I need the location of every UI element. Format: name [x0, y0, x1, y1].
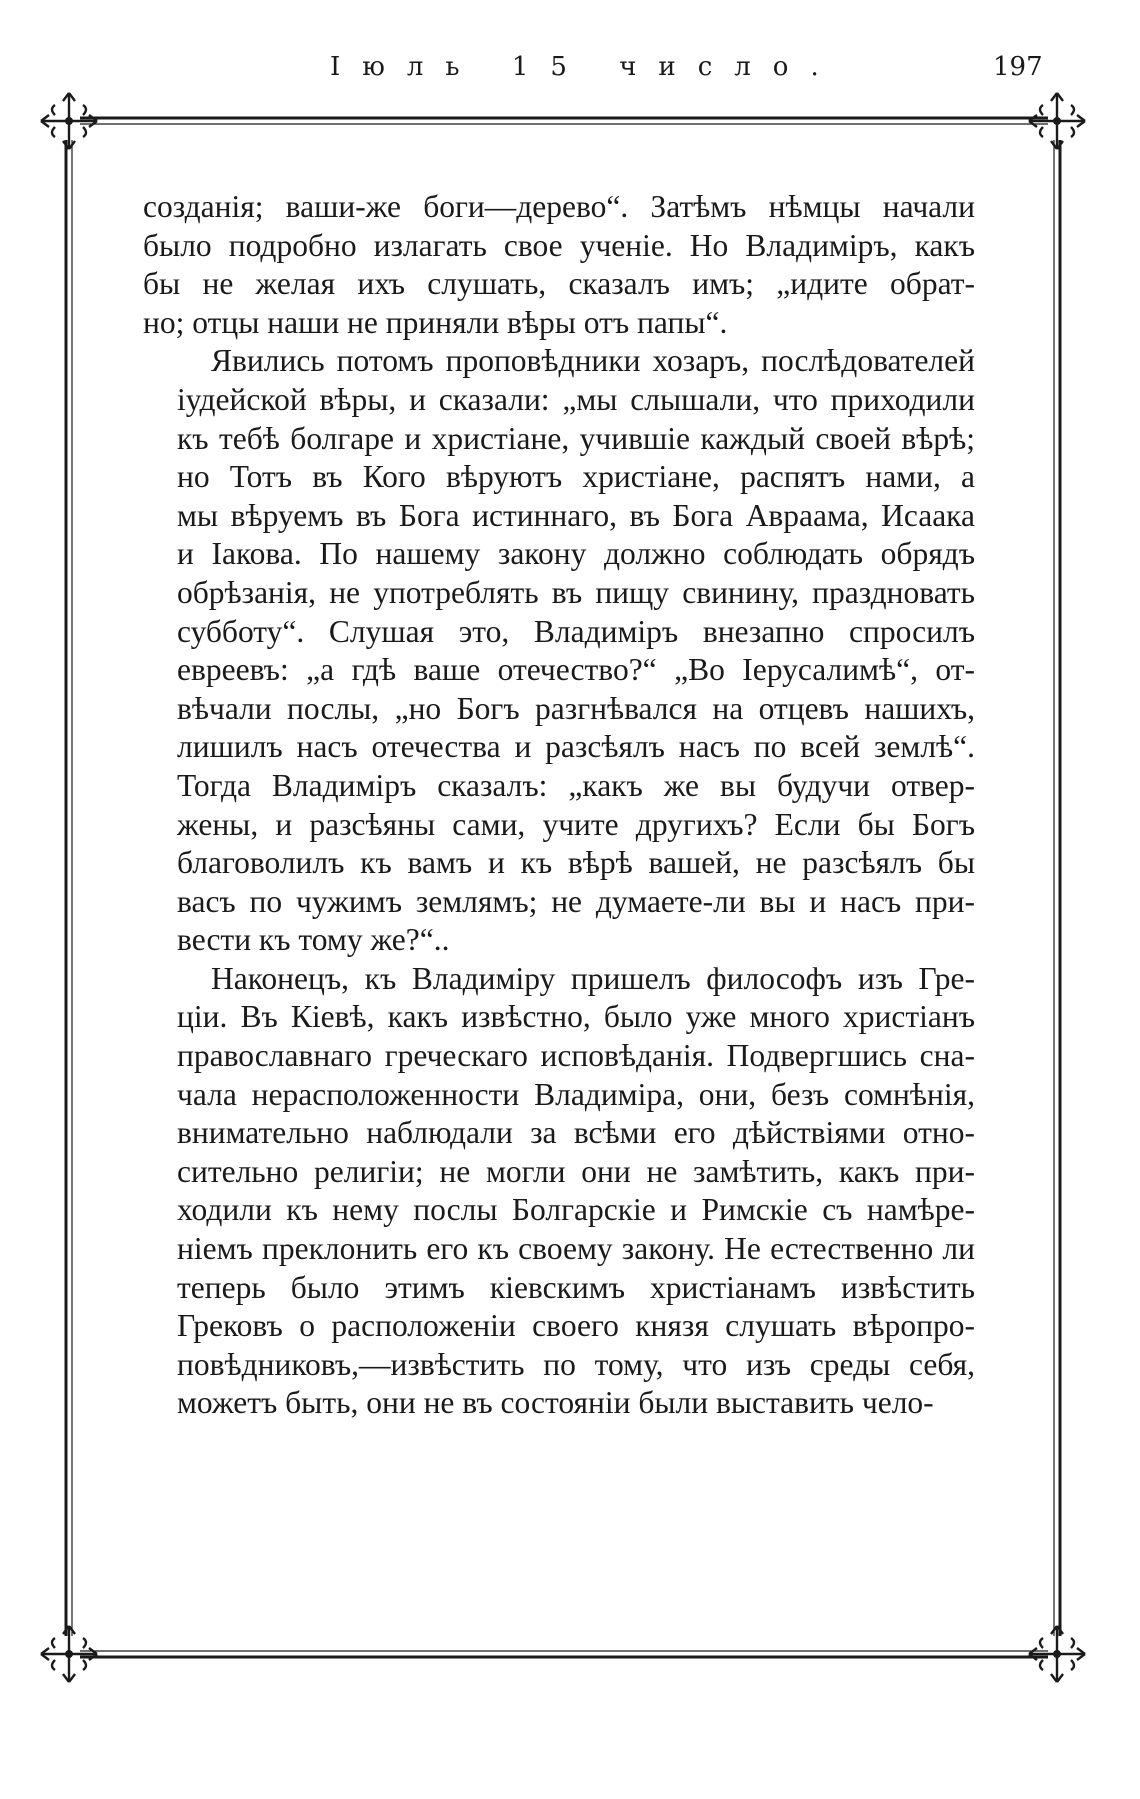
text-line: мы вѣруемъ въ Бога истиннаго, въ Бога Авраама, Исаака — [177, 497, 975, 533]
text-line: вести къ тому же?“.. — [177, 922, 450, 958]
text-line: васъ по чужимъ землямъ; не думаете-ли вы и насъ при- — [177, 883, 975, 919]
text-line: внимательно наблюдали за всѣми его дѣйствіями отно- — [177, 1115, 975, 1151]
text-line: было подробно излагать свое ученіе. Но Владиміръ, какъ — [143, 227, 975, 263]
text-line: лишилъ насъ отечества и разсѣялъ насъ по всей землѣ“. — [177, 729, 975, 765]
text-line: созданія; ваши-же боги—дерево“. Затѣмъ нѣмцы начали — [143, 189, 975, 224]
text-line: ходили къ нему послы Болгарскіе и Римскіе съ намѣре- — [177, 1192, 975, 1228]
text-line: къ тебѣ болгаре и христіане, учившіе каждый своей вѣрѣ; — [177, 420, 975, 456]
text-line: православнаго греческаго исповѣданія. Подвергшись сна- — [177, 1038, 975, 1074]
text-line: но; отцы наши не приняли вѣры отъ папы“. — [143, 304, 728, 340]
running-head: Іюль 15 число. — [330, 52, 841, 82]
text-line: теперь было этимъ кіевскимъ христіанамъ извѣстить — [177, 1269, 975, 1305]
text-line: но Тотъ въ Кого вѣруютъ христіане, распятъ нами, а — [177, 459, 975, 495]
text-line: и Іакова. По нашему закону должно соблюдать обрядъ — [177, 536, 975, 572]
text-line: Явились потомъ проповѣдники хозаръ, послѣдователей — [211, 343, 975, 379]
text-line: ціи. Въ Кіевѣ, какъ извѣстно, было уже много христіанъ — [177, 999, 975, 1035]
corner-ornament-icon — [1029, 1626, 1085, 1682]
text-line: повѣдниковъ,—извѣстить по тому, что изъ среды себя, — [177, 1346, 975, 1382]
paragraph — [143, 960, 975, 1423]
corner-ornament-icon — [1029, 93, 1085, 149]
corner-ornament-icon — [41, 1626, 97, 1682]
text-line: обрѣзанія, не употреблять въ пищу свинину, праздновать — [177, 574, 975, 610]
text-line: Грековъ о расположеніи своего князя слушать вѣропро- — [177, 1308, 975, 1344]
text-line: Тогда Владиміръ сказалъ: „какъ же вы будучи отвер- — [177, 767, 975, 803]
page-number: 197 — [993, 52, 1043, 82]
text-line: субботу“. Слушая это, Владиміръ внезапно спросилъ — [177, 613, 975, 649]
text-line: сительно религіи; не могли они не замѣтить, какъ при- — [177, 1153, 975, 1189]
paragraph — [143, 342, 975, 960]
text-line: ніемъ преклонить его къ своему закону. Не естественно ли — [177, 1231, 975, 1267]
corner-ornament-icon — [41, 93, 97, 149]
text-line: бы не желая ихъ слушать, сказалъ имъ; „идите обрат- — [143, 266, 975, 302]
body-text — [143, 188, 975, 1423]
text-line: Наконецъ, къ Владиміру пришелъ философъ изъ Гре- — [211, 960, 975, 996]
text-line: благоволилъ къ вамъ и къ вѣрѣ вашей, не разсѣялъ бы — [177, 845, 975, 881]
text-line: чала нерасположенности Владиміра, они, безъ сомнѣнія, — [177, 1076, 975, 1112]
paragraph — [143, 188, 975, 342]
text-line: вѣчали послы, „но Богъ разгнѣвался на отцевъ нашихъ, — [177, 690, 975, 726]
text-line: іудейской вѣры, и сказали: „мы слышали, что приходили — [177, 381, 975, 417]
text-line: евреевъ: „а гдѣ ваше отечество?“ „Во Іерусалимѣ“, от- — [177, 652, 975, 688]
text-line: жены, и разсѣяны сами, учите другихъ? Если бы Богъ — [177, 806, 975, 842]
text-line: можетъ быть, они не въ состояніи были выставить чело- — [177, 1385, 934, 1421]
